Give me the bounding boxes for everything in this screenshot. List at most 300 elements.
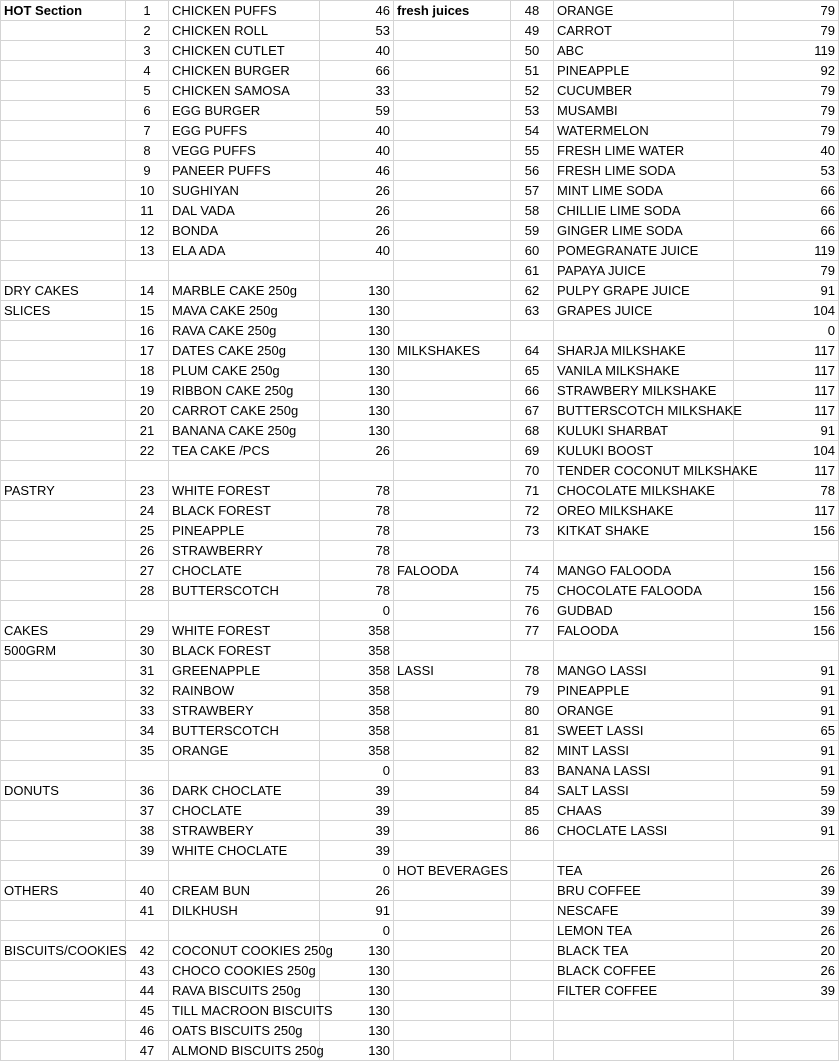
cell-item-price[interactable]: [320, 261, 394, 281]
cell-item-number[interactable]: 69: [511, 441, 554, 461]
cell-item-name[interactable]: FALOODA: [554, 621, 734, 641]
cell-item-price[interactable]: 91: [734, 421, 839, 441]
cell-section-label[interactable]: [394, 161, 511, 181]
cell-item-number[interactable]: 83: [511, 761, 554, 781]
cell-item-number[interactable]: 15: [126, 301, 169, 321]
cell-section-label[interactable]: [1, 921, 126, 941]
cell-section-label[interactable]: [1, 901, 126, 921]
cell-item-name[interactable]: WHITE FOREST: [169, 481, 320, 501]
cell-item-number[interactable]: 82: [511, 741, 554, 761]
cell-item-name[interactable]: TENDER COCONUT MILKSHAKE: [554, 461, 734, 481]
cell-item-name[interactable]: RIBBON CAKE 250g: [169, 381, 320, 401]
cell-item-name[interactable]: ORANGE: [169, 741, 320, 761]
cell-item-number[interactable]: 36: [126, 781, 169, 801]
cell-section-label[interactable]: [1, 61, 126, 81]
cell-item-number[interactable]: 6: [126, 101, 169, 121]
cell-item-price[interactable]: 358: [320, 721, 394, 741]
cell-item-number[interactable]: 50: [511, 41, 554, 61]
cell-item-name[interactable]: [169, 601, 320, 621]
cell-section-label[interactable]: [1, 821, 126, 841]
cell-item-number[interactable]: 23: [126, 481, 169, 501]
cell-section-label[interactable]: [1, 321, 126, 341]
cell-item-name[interactable]: BRU COFFEE: [554, 881, 734, 901]
cell-section-label[interactable]: [394, 261, 511, 281]
cell-section-label[interactable]: [1, 601, 126, 621]
cell-section-label[interactable]: [1, 441, 126, 461]
cell-item-price[interactable]: 40: [734, 141, 839, 161]
cell-section-label[interactable]: [394, 61, 511, 81]
cell-item-price[interactable]: 91: [734, 761, 839, 781]
cell-item-price[interactable]: 91: [734, 681, 839, 701]
cell-item-price[interactable]: 130: [320, 321, 394, 341]
cell-item-price[interactable]: 0: [320, 861, 394, 881]
cell-item-price[interactable]: 91: [320, 901, 394, 921]
cell-item-number[interactable]: [126, 461, 169, 481]
cell-item-number[interactable]: 1: [126, 1, 169, 21]
cell-item-name[interactable]: NESCAFE: [554, 901, 734, 921]
cell-item-price[interactable]: [734, 841, 839, 861]
cell-item-name[interactable]: GINGER LIME SODA: [554, 221, 734, 241]
cell-item-price[interactable]: 79: [734, 261, 839, 281]
cell-item-name[interactable]: STRAWBERY MILKSHAKE: [554, 381, 734, 401]
cell-section-label[interactable]: [394, 941, 511, 961]
cell-item-price[interactable]: 53: [320, 21, 394, 41]
cell-item-name[interactable]: MARBLE CAKE 250g: [169, 281, 320, 301]
cell-item-name[interactable]: CUCUMBER: [554, 81, 734, 101]
cell-item-name[interactable]: PINEAPPLE: [554, 681, 734, 701]
cell-section-label[interactable]: [1, 521, 126, 541]
cell-item-name[interactable]: DATES CAKE 250g: [169, 341, 320, 361]
cell-item-number[interactable]: 76: [511, 601, 554, 621]
cell-section-label[interactable]: [394, 41, 511, 61]
cell-item-price[interactable]: 358: [320, 661, 394, 681]
cell-item-price[interactable]: 358: [320, 641, 394, 661]
cell-item-name[interactable]: BONDA: [169, 221, 320, 241]
cell-item-number[interactable]: 64: [511, 341, 554, 361]
cell-section-label[interactable]: [394, 381, 511, 401]
cell-item-number[interactable]: 47: [126, 1041, 169, 1061]
cell-item-price[interactable]: 26: [320, 221, 394, 241]
cell-item-number[interactable]: [126, 861, 169, 881]
cell-item-name[interactable]: TEA: [554, 861, 734, 881]
cell-item-name[interactable]: RAVA BISCUITS 250g: [169, 981, 320, 1001]
cell-item-price[interactable]: 79: [734, 121, 839, 141]
cell-section-label[interactable]: [1, 461, 126, 481]
cell-item-name[interactable]: SUGHIYAN: [169, 181, 320, 201]
cell-item-name[interactable]: MANGO FALOODA: [554, 561, 734, 581]
cell-item-number[interactable]: [511, 901, 554, 921]
cell-section-label[interactable]: [394, 361, 511, 381]
cell-item-number[interactable]: 67: [511, 401, 554, 421]
cell-item-price[interactable]: 20: [734, 941, 839, 961]
cell-item-price[interactable]: 358: [320, 681, 394, 701]
cell-item-number[interactable]: [511, 1041, 554, 1061]
cell-section-label[interactable]: [394, 701, 511, 721]
cell-item-number[interactable]: [126, 761, 169, 781]
cell-item-name[interactable]: CHOCLATE: [169, 801, 320, 821]
cell-item-price[interactable]: 39: [320, 841, 394, 861]
cell-section-label[interactable]: [394, 541, 511, 561]
cell-item-name[interactable]: OREO MILKSHAKE: [554, 501, 734, 521]
cell-item-name[interactable]: POMEGRANATE JUICE: [554, 241, 734, 261]
cell-section-label[interactable]: [1, 501, 126, 521]
cell-item-price[interactable]: 26: [734, 861, 839, 881]
cell-item-number[interactable]: 73: [511, 521, 554, 541]
cell-section-label[interactable]: [1, 121, 126, 141]
cell-item-name[interactable]: EGG PUFFS: [169, 121, 320, 141]
cell-item-number[interactable]: 68: [511, 421, 554, 441]
cell-item-price[interactable]: 91: [734, 281, 839, 301]
cell-item-price[interactable]: 130: [320, 961, 394, 981]
cell-item-number[interactable]: 25: [126, 521, 169, 541]
cell-item-name[interactable]: WHITE CHOCLATE: [169, 841, 320, 861]
cell-item-name[interactable]: ABC: [554, 41, 734, 61]
cell-item-number[interactable]: 16: [126, 321, 169, 341]
cell-item-price[interactable]: 156: [734, 601, 839, 621]
cell-item-price[interactable]: 39: [734, 801, 839, 821]
cell-item-name[interactable]: KITKAT SHAKE: [554, 521, 734, 541]
cell-item-price[interactable]: 26: [320, 181, 394, 201]
cell-item-name[interactable]: STRAWBERY: [169, 701, 320, 721]
cell-item-price[interactable]: 46: [320, 1, 394, 21]
cell-section-label[interactable]: [394, 421, 511, 441]
cell-item-name[interactable]: [554, 841, 734, 861]
cell-item-price[interactable]: 0: [734, 321, 839, 341]
cell-item-price[interactable]: 39: [320, 821, 394, 841]
cell-item-number[interactable]: 56: [511, 161, 554, 181]
cell-section-label[interactable]: [394, 521, 511, 541]
cell-item-number[interactable]: 17: [126, 341, 169, 361]
cell-item-number[interactable]: [511, 1021, 554, 1041]
cell-item-name[interactable]: CHOCO COOKIES 250g: [169, 961, 320, 981]
cell-item-name[interactable]: [169, 461, 320, 481]
cell-item-name[interactable]: PULPY GRAPE JUICE: [554, 281, 734, 301]
cell-item-name[interactable]: [169, 861, 320, 881]
cell-section-label[interactable]: [1, 961, 126, 981]
cell-item-number[interactable]: 79: [511, 681, 554, 701]
cell-item-name[interactable]: BUTTERSCOTCH MILKSHAKE: [554, 401, 734, 421]
cell-section-label[interactable]: [394, 281, 511, 301]
cell-item-number[interactable]: 81: [511, 721, 554, 741]
cell-section-label[interactable]: [394, 401, 511, 421]
cell-item-name[interactable]: CHICKEN CUTLET: [169, 41, 320, 61]
cell-item-price[interactable]: 130: [320, 401, 394, 421]
cell-item-number[interactable]: 12: [126, 221, 169, 241]
cell-section-label[interactable]: [394, 721, 511, 741]
cell-section-label[interactable]: [394, 121, 511, 141]
cell-item-price[interactable]: 66: [320, 61, 394, 81]
cell-item-name[interactable]: SHARJA MILKSHAKE: [554, 341, 734, 361]
cell-section-label[interactable]: [1, 841, 126, 861]
cell-section-label[interactable]: LASSI: [394, 661, 511, 681]
cell-item-name[interactable]: CARROT CAKE 250g: [169, 401, 320, 421]
cell-section-label[interactable]: [1, 1001, 126, 1021]
cell-item-price[interactable]: 130: [320, 381, 394, 401]
cell-item-name[interactable]: MUSAMBI: [554, 101, 734, 121]
cell-item-price[interactable]: 26: [734, 961, 839, 981]
cell-item-name[interactable]: BANANA CAKE 250g: [169, 421, 320, 441]
cell-section-label[interactable]: [394, 961, 511, 981]
cell-item-name[interactable]: STRAWBERY: [169, 821, 320, 841]
cell-item-number[interactable]: 39: [126, 841, 169, 861]
cell-item-number[interactable]: 43: [126, 961, 169, 981]
cell-item-number[interactable]: 19: [126, 381, 169, 401]
cell-item-number[interactable]: 34: [126, 721, 169, 741]
cell-item-price[interactable]: 130: [320, 361, 394, 381]
cell-item-name[interactable]: BLACK FOREST: [169, 641, 320, 661]
cell-section-label[interactable]: [1, 181, 126, 201]
cell-item-price[interactable]: [320, 461, 394, 481]
cell-item-price[interactable]: 117: [734, 381, 839, 401]
cell-item-name[interactable]: CHOCOLATE FALOODA: [554, 581, 734, 601]
cell-item-name[interactable]: DARK CHOCLATE: [169, 781, 320, 801]
cell-section-label[interactable]: [394, 1041, 511, 1061]
cell-item-price[interactable]: 79: [734, 81, 839, 101]
cell-item-price[interactable]: 39: [734, 901, 839, 921]
cell-item-number[interactable]: 80: [511, 701, 554, 721]
cell-item-price[interactable]: 130: [320, 301, 394, 321]
cell-item-name[interactable]: OATS BISCUITS 250g: [169, 1021, 320, 1041]
cell-item-number[interactable]: 3: [126, 41, 169, 61]
cell-item-name[interactable]: CHICKEN BURGER: [169, 61, 320, 81]
cell-item-price[interactable]: [734, 641, 839, 661]
cell-item-name[interactable]: PANEER PUFFS: [169, 161, 320, 181]
cell-item-price[interactable]: 130: [320, 421, 394, 441]
cell-item-number[interactable]: 63: [511, 301, 554, 321]
cell-item-name[interactable]: WHITE FOREST: [169, 621, 320, 641]
cell-item-number[interactable]: 27: [126, 561, 169, 581]
cell-item-name[interactable]: CHICKEN ROLL: [169, 21, 320, 41]
cell-section-label[interactable]: [394, 681, 511, 701]
cell-section-label[interactable]: [394, 321, 511, 341]
cell-item-price[interactable]: [734, 541, 839, 561]
cell-item-number[interactable]: 13: [126, 241, 169, 261]
cell-item-number[interactable]: 53: [511, 101, 554, 121]
cell-item-number[interactable]: 54: [511, 121, 554, 141]
cell-item-number[interactable]: 5: [126, 81, 169, 101]
cell-section-label[interactable]: [394, 141, 511, 161]
cell-item-name[interactable]: PLUM CAKE 250g: [169, 361, 320, 381]
cell-item-number[interactable]: 33: [126, 701, 169, 721]
cell-section-label[interactable]: [394, 301, 511, 321]
cell-item-number[interactable]: 46: [126, 1021, 169, 1041]
cell-item-price[interactable]: 39: [320, 781, 394, 801]
cell-item-price[interactable]: 156: [734, 581, 839, 601]
cell-item-name[interactable]: PINEAPPLE: [169, 521, 320, 541]
cell-section-label[interactable]: 500GRM: [1, 641, 126, 661]
cell-section-label[interactable]: [1, 401, 126, 421]
cell-section-label[interactable]: DONUTS: [1, 781, 126, 801]
cell-item-price[interactable]: 26: [320, 201, 394, 221]
cell-item-number[interactable]: 9: [126, 161, 169, 181]
cell-item-name[interactable]: [554, 641, 734, 661]
cell-item-name[interactable]: [169, 261, 320, 281]
cell-item-number[interactable]: 85: [511, 801, 554, 821]
cell-item-number[interactable]: 7: [126, 121, 169, 141]
cell-section-label[interactable]: [1, 261, 126, 281]
cell-item-number[interactable]: 11: [126, 201, 169, 221]
cell-section-label[interactable]: [394, 921, 511, 941]
cell-item-price[interactable]: 130: [320, 941, 394, 961]
cell-section-label[interactable]: [1, 101, 126, 121]
cell-item-name[interactable]: [554, 1021, 734, 1041]
cell-item-price[interactable]: 0: [320, 601, 394, 621]
cell-item-name[interactable]: TILL MACROON BISCUITS: [169, 1001, 320, 1021]
cell-item-price[interactable]: 78: [320, 481, 394, 501]
cell-item-number[interactable]: 35: [126, 741, 169, 761]
cell-item-number[interactable]: 84: [511, 781, 554, 801]
cell-item-name[interactable]: [554, 321, 734, 341]
cell-item-price[interactable]: 26: [320, 441, 394, 461]
cell-section-label[interactable]: [1, 421, 126, 441]
cell-item-number[interactable]: [511, 921, 554, 941]
cell-item-price[interactable]: 66: [734, 221, 839, 241]
cell-item-name[interactable]: TEA CAKE /PCS: [169, 441, 320, 461]
cell-item-number[interactable]: 31: [126, 661, 169, 681]
cell-item-price[interactable]: 130: [320, 981, 394, 1001]
cell-item-number[interactable]: 77: [511, 621, 554, 641]
cell-item-number[interactable]: 70: [511, 461, 554, 481]
cell-section-label[interactable]: [394, 21, 511, 41]
cell-item-price[interactable]: 358: [320, 741, 394, 761]
cell-item-price[interactable]: 119: [734, 241, 839, 261]
cell-item-name[interactable]: ORANGE: [554, 1, 734, 21]
cell-item-name[interactable]: SWEET LASSI: [554, 721, 734, 741]
cell-item-price[interactable]: 104: [734, 301, 839, 321]
cell-section-label[interactable]: [1, 241, 126, 261]
cell-item-price[interactable]: 0: [320, 761, 394, 781]
cell-section-label[interactable]: [394, 601, 511, 621]
cell-section-label[interactable]: [394, 581, 511, 601]
cell-item-number[interactable]: 21: [126, 421, 169, 441]
cell-item-name[interactable]: FRESH LIME WATER: [554, 141, 734, 161]
cell-item-price[interactable]: 26: [320, 881, 394, 901]
cell-item-number[interactable]: [511, 961, 554, 981]
cell-section-label[interactable]: [1, 21, 126, 41]
cell-item-name[interactable]: FILTER COFFEE: [554, 981, 734, 1001]
cell-item-name[interactable]: ELA ADA: [169, 241, 320, 261]
cell-item-name[interactable]: MINT LIME SODA: [554, 181, 734, 201]
cell-section-label[interactable]: [394, 641, 511, 661]
cell-section-label[interactable]: [394, 101, 511, 121]
cell-section-label[interactable]: [394, 801, 511, 821]
cell-item-price[interactable]: 117: [734, 501, 839, 521]
cell-section-label[interactable]: [394, 441, 511, 461]
cell-item-number[interactable]: 37: [126, 801, 169, 821]
cell-item-name[interactable]: GREENAPPLE: [169, 661, 320, 681]
cell-section-label[interactable]: [1, 741, 126, 761]
cell-item-number[interactable]: 24: [126, 501, 169, 521]
cell-section-label[interactable]: [1, 1041, 126, 1061]
cell-item-price[interactable]: 117: [734, 361, 839, 381]
cell-section-label[interactable]: [1, 801, 126, 821]
cell-item-price[interactable]: 59: [734, 781, 839, 801]
cell-item-number[interactable]: 48: [511, 1, 554, 21]
cell-item-name[interactable]: [554, 1041, 734, 1061]
cell-item-name[interactable]: ORANGE: [554, 701, 734, 721]
cell-section-label[interactable]: MILKSHAKES: [394, 341, 511, 361]
cell-item-name[interactable]: EGG BURGER: [169, 101, 320, 121]
cell-item-price[interactable]: 130: [320, 1021, 394, 1041]
cell-item-number[interactable]: 75: [511, 581, 554, 601]
cell-item-name[interactable]: CHILLIE LIME SODA: [554, 201, 734, 221]
cell-item-price[interactable]: 117: [734, 341, 839, 361]
cell-item-number[interactable]: [126, 261, 169, 281]
cell-item-price[interactable]: 130: [320, 1001, 394, 1021]
cell-section-label[interactable]: [1, 381, 126, 401]
cell-section-label[interactable]: [394, 1001, 511, 1021]
cell-section-label[interactable]: [394, 841, 511, 861]
cell-item-name[interactable]: CHICKEN SAMOSA: [169, 81, 320, 101]
cell-section-label[interactable]: [1, 81, 126, 101]
cell-item-number[interactable]: [126, 601, 169, 621]
cell-item-name[interactable]: GRAPES JUICE: [554, 301, 734, 321]
cell-item-number[interactable]: 78: [511, 661, 554, 681]
cell-section-label[interactable]: OTHERS: [1, 881, 126, 901]
cell-item-number[interactable]: [511, 1001, 554, 1021]
cell-item-number[interactable]: 62: [511, 281, 554, 301]
cell-section-label[interactable]: [394, 901, 511, 921]
cell-item-name[interactable]: DILKHUSH: [169, 901, 320, 921]
cell-item-price[interactable]: 0: [320, 921, 394, 941]
cell-item-number[interactable]: 44: [126, 981, 169, 1001]
cell-item-name[interactable]: COCONUT COOKIES 250g: [169, 941, 320, 961]
cell-item-price[interactable]: 39: [320, 801, 394, 821]
cell-section-label[interactable]: HOT BEVERAGES: [394, 861, 511, 881]
cell-item-number[interactable]: [511, 941, 554, 961]
cell-item-name[interactable]: STRAWBERRY: [169, 541, 320, 561]
cell-item-price[interactable]: 79: [734, 1, 839, 21]
cell-item-number[interactable]: 18: [126, 361, 169, 381]
cell-item-number[interactable]: 71: [511, 481, 554, 501]
cell-item-price[interactable]: 79: [734, 101, 839, 121]
cell-item-number[interactable]: [511, 321, 554, 341]
cell-item-price[interactable]: 91: [734, 701, 839, 721]
cell-section-label[interactable]: DRY CAKES: [1, 281, 126, 301]
cell-section-label[interactable]: [1, 581, 126, 601]
cell-item-name[interactable]: MANGO LASSI: [554, 661, 734, 681]
cell-item-number[interactable]: 20: [126, 401, 169, 421]
cell-item-number[interactable]: 86: [511, 821, 554, 841]
cell-item-name[interactable]: GUDBAD: [554, 601, 734, 621]
cell-item-number[interactable]: 57: [511, 181, 554, 201]
cell-item-price[interactable]: 53: [734, 161, 839, 181]
cell-section-label[interactable]: [394, 981, 511, 1001]
cell-item-price[interactable]: 40: [320, 141, 394, 161]
cell-item-price[interactable]: 78: [320, 561, 394, 581]
cell-section-label[interactable]: FALOODA: [394, 561, 511, 581]
cell-item-price[interactable]: 130: [320, 1041, 394, 1061]
cell-item-price[interactable]: 40: [320, 121, 394, 141]
cell-section-label[interactable]: [1, 701, 126, 721]
cell-section-label[interactable]: [1, 761, 126, 781]
cell-item-number[interactable]: 41: [126, 901, 169, 921]
cell-item-number[interactable]: 30: [126, 641, 169, 661]
cell-item-number[interactable]: 8: [126, 141, 169, 161]
cell-item-price[interactable]: 40: [320, 41, 394, 61]
cell-item-name[interactable]: MINT LASSI: [554, 741, 734, 761]
cell-section-label[interactable]: [1, 1021, 126, 1041]
cell-item-price[interactable]: 78: [734, 481, 839, 501]
cell-item-price[interactable]: 156: [734, 621, 839, 641]
cell-item-name[interactable]: CREAM BUN: [169, 881, 320, 901]
cell-item-number[interactable]: [511, 641, 554, 661]
cell-section-label[interactable]: [1, 981, 126, 1001]
cell-item-price[interactable]: [734, 1041, 839, 1061]
cell-item-name[interactable]: BLACK TEA: [554, 941, 734, 961]
cell-item-name[interactable]: CHAAS: [554, 801, 734, 821]
cell-item-price[interactable]: 79: [734, 21, 839, 41]
